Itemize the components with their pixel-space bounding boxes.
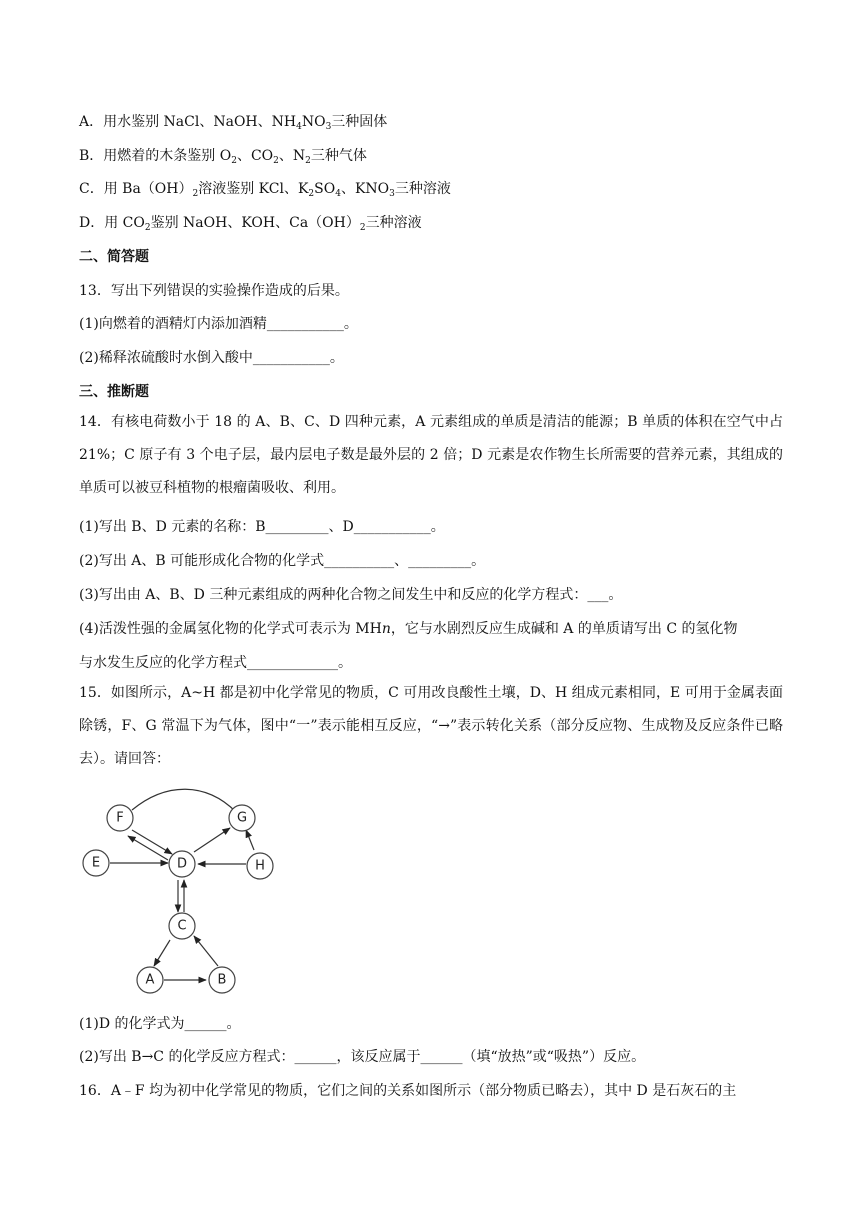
option-a-text: A．用水鉴别 NaCl、NaOH、NH [79, 114, 297, 130]
q13-part1: (1)向燃着的酒精灯内添加酒精___________。 [79, 316, 358, 332]
subscript: 2 [305, 156, 311, 166]
edge-c-a [154, 940, 170, 966]
subscript: 2 [231, 156, 237, 166]
option-a-text: NO [301, 114, 326, 130]
option-d-text: 鉴别 NaOH、KOH、Ca（OH） [150, 215, 360, 231]
option-b [79, 146, 799, 166]
option-c-text: SO [314, 181, 336, 197]
q14-part3: (3)写出由 A、B、D 三种元素组成的两种化合物之间发生中和反应的化学方程式：___。 [79, 587, 623, 603]
subscript: 2 [359, 223, 366, 233]
q15-stem: 15．如图所示，A~H 都是初中化学常见的物质，C 可用改良酸性土壤，D、H 组成元素相同，E 可用于金属表面除锈，F、G 常温下为气体，图中“一”表示能相互反应，“→”表示转化关系（部分反应物、生成物及反应条件已略去）。请回答： [79, 685, 783, 767]
node-e-label: E [91, 855, 101, 871]
q14-stem: 14．有核电荷数小于 18 的 A、B、C、D 四种元素，A 元素组成的单质是清洁的能源；B 单质的体积在空气中占 21%；C 原子有 3 个电子层，最内层电子数是最外层的 2 倍；D 元素是农作物生长所需要的营养元素，其组成的单质可以被豆科植物的根瘤菌吸收、利用。 [79, 414, 783, 496]
option-b-text: 、CO [236, 148, 274, 164]
node-d-label: D [176, 856, 188, 872]
option-c [79, 179, 799, 199]
subscript: 2 [144, 223, 151, 233]
node-a-label: A [145, 972, 155, 988]
section-heading-short-answer: 二、简答题 [79, 249, 149, 265]
subscript: 3 [389, 189, 395, 199]
q14-part4-italic-n: n [381, 621, 391, 637]
edge-f-g [132, 789, 236, 812]
q14-part4-line2: 与水发生反应的化学方程式_____________。 [79, 655, 352, 671]
subscript: 2 [192, 189, 199, 199]
edge-d-g [194, 828, 230, 852]
option-c-text: 三种溶液 [394, 181, 451, 197]
node-g-label: G [236, 810, 248, 826]
node-c-label: C [177, 918, 187, 934]
option-c-text: 、KNO [340, 181, 390, 197]
q14-part2: (2)写出 A、B 可能形成化合物的化学式__________、_________。 [79, 553, 486, 569]
option-d [79, 213, 799, 233]
q13-stem: 13．写出下列错误的实验操作造成的后果。 [79, 283, 349, 299]
option-b-text: 三种气体 [310, 148, 367, 164]
node-b-label: B [217, 972, 227, 988]
subscript: 4 [296, 122, 302, 132]
node-h-label: H [255, 858, 265, 874]
option-b-text: B．用燃着的木条鉴别 O [79, 148, 232, 164]
edge-h-g [246, 830, 254, 850]
q15-relationship-diagram [76, 786, 282, 1000]
option-c-text: 溶液鉴别 KCl、K [198, 181, 309, 197]
q15-part2: (2)写出 B→C 的化学反应方程式：______，该反应属于______（填“放热”或“吸热”）反应。 [79, 1049, 646, 1065]
option-d-text: D．用 CO [79, 215, 145, 231]
q14-part4-text: (4)活泼性强的金属氢化物的化学式可表示为 MH [79, 621, 382, 637]
option-a-text: 三种固体 [331, 114, 388, 130]
q13-part2: (2)稀释浓硫酸时水倒入酸中___________。 [79, 350, 344, 366]
edge-b-c [194, 936, 218, 966]
option-a [79, 112, 799, 132]
subscript: 3 [325, 122, 332, 132]
q14-part1: (1)写出 B、D 元素的名称：B_________、D___________。 [79, 519, 445, 535]
subscript: 2 [308, 189, 315, 199]
q15-part1: (1)D 的化学式为______。 [79, 1016, 241, 1032]
option-c-text: C．用 Ba（OH） [79, 181, 193, 197]
node-f-label: F [116, 810, 124, 826]
option-b-text: 、N [278, 148, 306, 164]
subscript: 2 [273, 156, 279, 166]
option-d-text: 三种溶液 [365, 215, 422, 231]
q14-part4-text: ，它与水剧烈反应生成碱和 A 的单质请写出 C 的氢化物 [390, 621, 738, 637]
subscript: 4 [335, 189, 341, 199]
q16-stem: 16．A﹣F 均为初中化学常见的物质，它们之间的关系如图所示（部分物质已略去），其中 D 是石灰石的主 [79, 1083, 737, 1099]
q14-part4 [79, 619, 799, 639]
section-heading-inference: 三、推断题 [79, 384, 149, 400]
